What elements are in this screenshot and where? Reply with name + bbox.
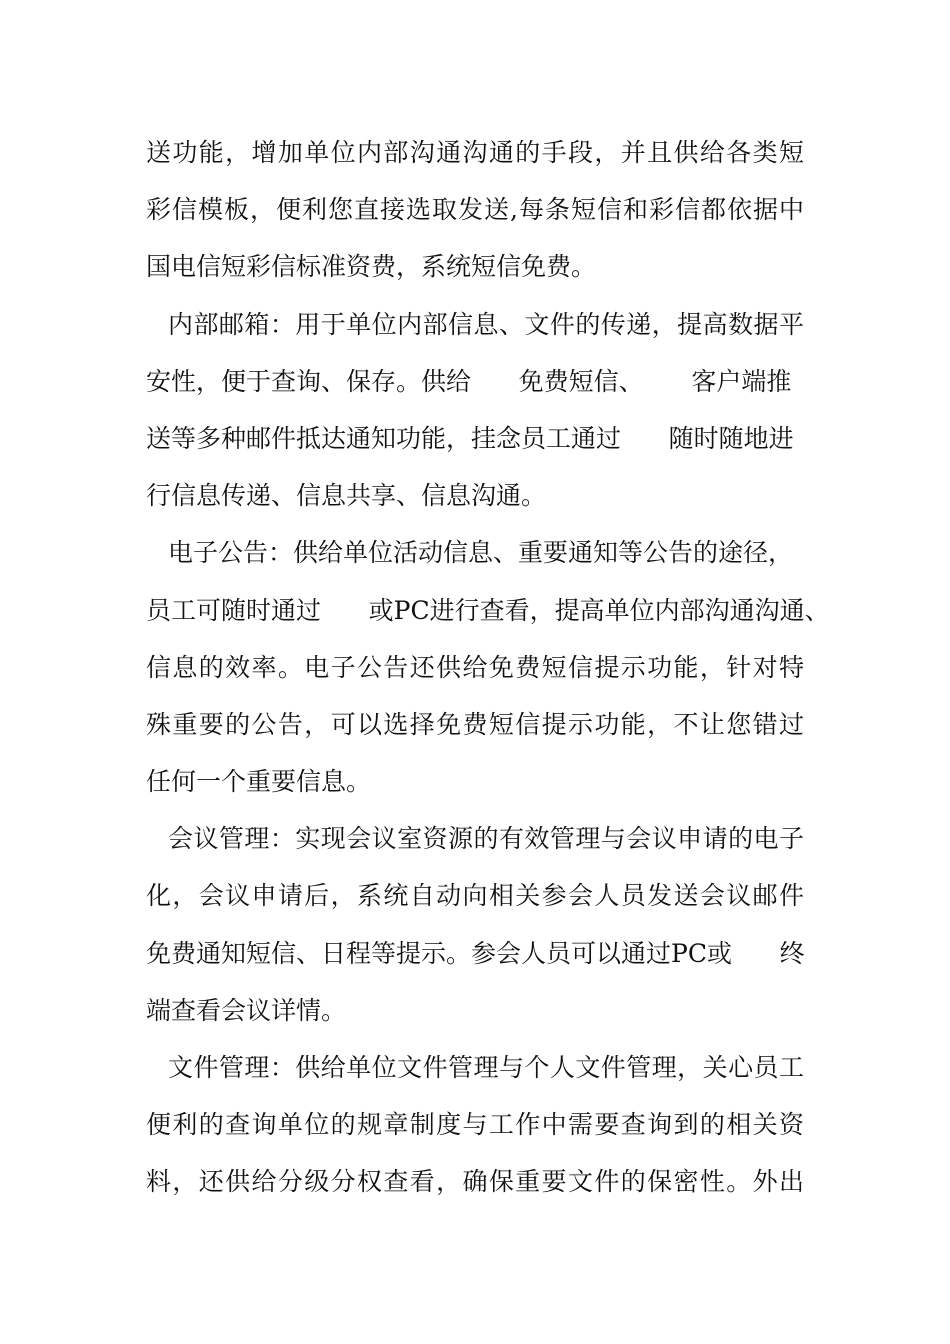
body-text <box>146 124 830 1211</box>
text-line: 便利的查询单位的规章制度与工作中需要查询到的相关资 <box>146 1110 804 1140</box>
text-line: 化，会议申请后，系统自动向相关参会人员发送会议邮件 <box>146 881 804 911</box>
text-line: 彩信模板，便利您直接选取发送,每条短信和彩信都依据中 <box>146 195 804 225</box>
text-line: 料，还供给分级分权查看，确保重要文件的保密性。外出 <box>146 1167 804 1197</box>
text-line: 员工可随时通过 或PC进行查看，提高单位内部沟通沟通、 <box>146 595 830 625</box>
text-line: 端查看会议详情。 <box>146 995 347 1025</box>
text-line: 信息的效率。电子公告还供给免费短信提示功能，针对特 <box>146 652 804 682</box>
paragraph-start-line: 内部邮箱：用于单位内部信息、文件的传递，提高数据平 <box>168 309 804 339</box>
text-line: 送等多种邮件抵达通知功能，挂念员工通过 随时随地进 <box>146 423 794 453</box>
text-line: 殊重要的公告，可以选择免费短信提示功能，不让您错过 <box>146 709 804 739</box>
text-line: 免费通知短信、日程等提示。参会人员可以通过PC或 终 <box>146 938 805 968</box>
text-line: 送功能，增加单位内部沟通沟通的手段，并且供给各类短 <box>146 138 804 167</box>
text-line: 安性，便于查询、保存。供给 免费短信、 客户端推 <box>146 366 792 396</box>
text-line: 国电信短彩信标准资费，系统短信免费。 <box>146 252 597 282</box>
paragraph-start-line: 会议管理：实现会议室资源的有效管理与会议申请的电子 <box>168 824 804 854</box>
paragraph-start-line: 电子公告：供给单位活动信息、重要通知等公告的途径， <box>168 538 794 568</box>
text-line: 行信息传递、信息共享、信息沟通。 <box>146 481 547 511</box>
paragraph-start-line: 文件管理：供给单位文件管理与个人文件管理，关心员工 <box>168 1053 804 1082</box>
text-line: 任何一个重要信息。 <box>146 767 372 797</box>
